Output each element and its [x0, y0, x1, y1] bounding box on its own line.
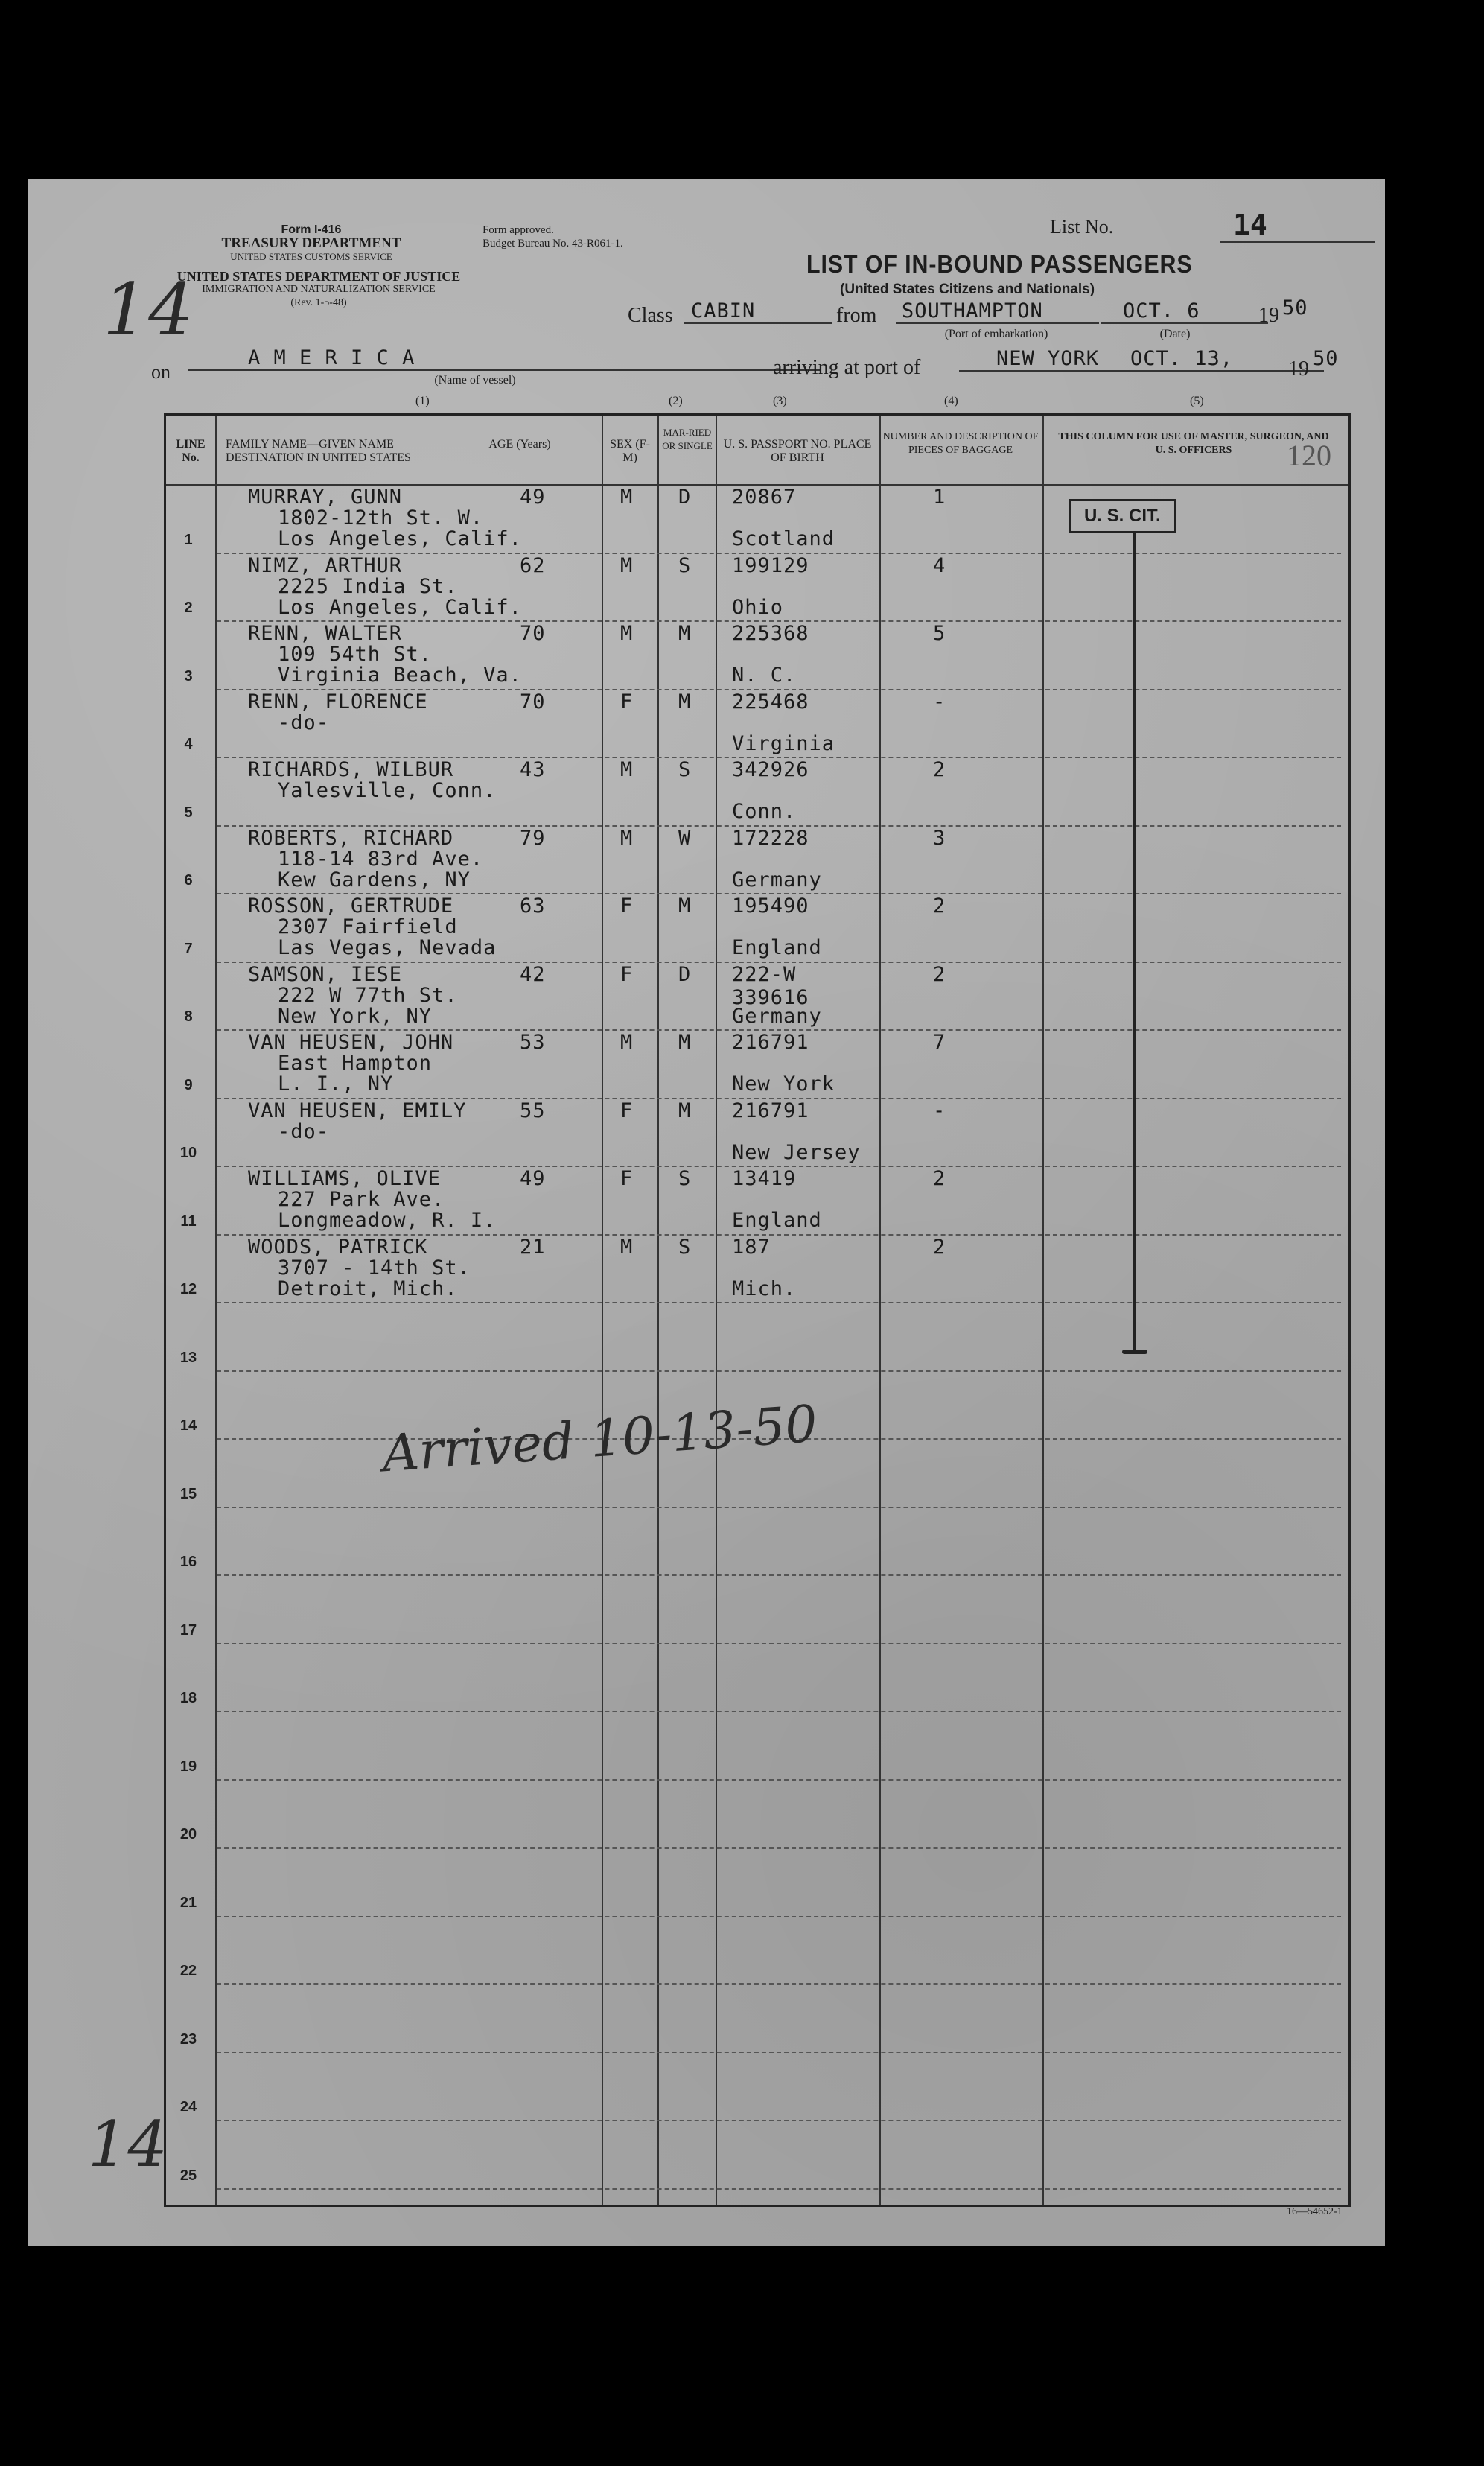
- table-row: [166, 2120, 1348, 2188]
- baggage-count: 1: [933, 486, 946, 509]
- passenger-marital-status: M: [678, 690, 692, 714]
- justice-label: UNITED STATES DEPARTMENT OF JUSTICE: [176, 269, 461, 284]
- baggage-count: 2: [933, 1235, 946, 1259]
- passenger-sex: F: [620, 1167, 634, 1190]
- place-of-birth: N. C.: [732, 664, 797, 687]
- form-id: Form I-416: [281, 223, 342, 236]
- arriving-label: arriving at port of: [773, 356, 921, 379]
- row-divider: [217, 2188, 1341, 2190]
- arrival-date: OCT. 13,: [1130, 347, 1234, 370]
- table-row: [166, 1847, 1348, 1916]
- vessel-name: A M E R I C A: [188, 346, 821, 371]
- passport-number: 195490: [732, 894, 809, 918]
- arrival-annotation: Arrived 10-13-50: [380, 1394, 820, 1484]
- line-number: 19: [179, 1758, 197, 1775]
- passenger-age: 43: [520, 758, 546, 781]
- passenger-address-2: Las Vegas, Nevada: [278, 936, 497, 959]
- table-row: [166, 1302, 1348, 1370]
- place-of-birth: Germany: [732, 868, 822, 892]
- passenger-address-1: -do-: [278, 1119, 330, 1143]
- place-of-birth: Mich.: [732, 1277, 797, 1300]
- passenger-sex: M: [620, 758, 634, 781]
- passenger-marital-status: M: [678, 894, 692, 918]
- passenger-marital-status: S: [678, 758, 692, 781]
- class-value: CABIN: [684, 299, 832, 324]
- passenger-address-2: Detroit, Mich.: [278, 1277, 458, 1300]
- line-number: 17: [179, 1621, 197, 1639]
- line-number: 23: [179, 2030, 197, 2047]
- ins-label: IMMIGRATION AND NATURALIZATION SERVICE: [202, 284, 436, 295]
- line-number: 14: [179, 1417, 197, 1434]
- col-header-officers: THIS COLUMN FOR USE OF MASTER, SURGEON, AND U. S. OFFICERS: [1058, 431, 1329, 456]
- passenger-address-1: 3707 - 14th St.: [278, 1256, 471, 1280]
- class-label: Class: [628, 304, 673, 327]
- passenger-address-1: 1802-12th St. W.: [278, 506, 484, 530]
- form-approved: Form approved.: [483, 224, 554, 236]
- passenger-marital-status: S: [678, 553, 692, 577]
- line-number: 11: [180, 1213, 197, 1230]
- passenger-sex: M: [620, 1235, 634, 1259]
- passenger-name: VAN HEUSEN, EMILY: [248, 1099, 467, 1122]
- col-header-name: FAMILY NAME—GIVEN NAME DESTINATION IN UNITED STATES: [226, 438, 411, 464]
- passport-number: 222-W 339616: [732, 962, 809, 1009]
- line-number: 15: [179, 1485, 197, 1502]
- passenger-name: WILLIAMS, OLIVE: [248, 1167, 441, 1190]
- table-row: [166, 1098, 1348, 1166]
- passenger-sex: F: [620, 690, 634, 714]
- passport-number: 13419: [732, 1167, 797, 1190]
- passenger-age: 70: [520, 690, 546, 714]
- passport-number: 187: [732, 1235, 771, 1259]
- passenger-sex: M: [620, 486, 634, 509]
- place-of-birth: England: [732, 1209, 822, 1232]
- passenger-age: 49: [520, 1167, 546, 1190]
- vessel-caption: (Name of vessel): [434, 374, 516, 387]
- line-number: 21: [179, 1894, 197, 1911]
- table-row: [166, 1643, 1348, 1712]
- rev-label: (Rev. 1-5-48): [290, 297, 347, 308]
- col-number: (3): [773, 395, 787, 407]
- place-of-birth: Germany: [732, 1004, 822, 1028]
- passenger-sex: M: [620, 1031, 634, 1054]
- line-number: 13: [179, 1349, 197, 1366]
- passenger-age: 79: [520, 826, 546, 850]
- col-number: (5): [1190, 395, 1204, 407]
- passenger-name: RENN, WALTER: [248, 622, 403, 645]
- table-row: [166, 1779, 1348, 1848]
- line-number: 9: [184, 1076, 193, 1093]
- passenger-address-2: L. I., NY: [278, 1072, 394, 1096]
- baggage-count: -: [933, 1099, 946, 1122]
- passenger-marital-status: M: [678, 1031, 692, 1054]
- form-header-block: [207, 223, 415, 264]
- passenger-age: 63: [520, 894, 546, 918]
- passenger-address-1: 2307 Fairfield: [278, 915, 458, 938]
- passenger-name: RICHARDS, WILBUR: [248, 758, 454, 781]
- passenger-age: 55: [520, 1099, 546, 1122]
- table-row: [166, 1507, 1348, 1575]
- passenger-sex: F: [620, 962, 634, 986]
- passenger-address-1: East Hampton: [278, 1052, 433, 1075]
- from-label: from: [836, 304, 877, 327]
- table-row: [166, 757, 1348, 825]
- passenger-name: SAMSON, IESE: [248, 962, 403, 986]
- passenger-sex: F: [620, 894, 634, 918]
- passport-number: 172228: [732, 826, 809, 850]
- baggage-count: 2: [933, 894, 946, 918]
- table-row: [166, 553, 1348, 621]
- passenger-sex: M: [620, 622, 634, 645]
- table-row: [166, 2052, 1348, 2120]
- budget-bureau: Budget Bureau No. 43-R061-1.: [483, 238, 623, 250]
- table-row: [166, 962, 1348, 1030]
- margin-list-number-bottom: 14: [88, 2108, 168, 2181]
- passport-number: 342926: [732, 758, 809, 781]
- margin-list-number: 14: [103, 268, 194, 352]
- passenger-name: ROSSON, GERTRUDE: [248, 894, 454, 918]
- passenger-address-2: New York, NY: [278, 1004, 433, 1028]
- passenger-address-2: Longmeadow, R. I.: [278, 1209, 497, 1232]
- table-row: [166, 620, 1348, 689]
- place-of-birth: England: [732, 936, 822, 959]
- col-header-sex: SEX (F-M): [610, 438, 650, 464]
- baggage-count: -: [933, 690, 946, 714]
- passport-number: 225368: [732, 622, 809, 645]
- line-number: 22: [179, 1963, 197, 1979]
- passenger-address-2: Kew Gardens, NY: [278, 868, 471, 892]
- table-row: [166, 689, 1348, 757]
- passenger-address-2: Virginia Beach, Va.: [278, 664, 522, 687]
- departure-date: OCT. 6: [1101, 299, 1268, 324]
- table-row: [166, 1574, 1348, 1643]
- col-number: (4): [944, 395, 958, 407]
- passenger-age: 42: [520, 962, 546, 986]
- passenger-name: NIMZ, ARTHUR: [248, 553, 403, 577]
- line-number: 3: [184, 667, 193, 684]
- treasury-label: TREASURY DEPARTMENT: [221, 235, 401, 251]
- line-number: 4: [184, 736, 193, 752]
- passenger-address-2: Los Angeles, Calif.: [278, 595, 522, 619]
- table-row: [166, 1166, 1348, 1234]
- line-number: 20: [179, 1826, 197, 1843]
- baggage-count: 2: [933, 962, 946, 986]
- passenger-marital-status: M: [678, 1099, 692, 1122]
- passenger-address-1: 227 Park Ave.: [278, 1188, 445, 1211]
- table-row: [166, 893, 1348, 962]
- baggage-count: 7: [933, 1031, 946, 1054]
- table-row: [166, 1983, 1348, 2052]
- passport-number: 20867: [732, 486, 797, 509]
- on-label: on: [151, 361, 171, 383]
- arrival-port: NEW YORK: [959, 347, 1324, 372]
- baggage-count: 2: [933, 1167, 946, 1190]
- place-of-birth: New Jersey: [732, 1140, 861, 1164]
- passenger-sex: M: [620, 826, 634, 850]
- place-of-birth: Conn.: [732, 800, 797, 823]
- passenger-age: 21: [520, 1235, 546, 1259]
- passenger-name: ROBERTS, RICHARD: [248, 826, 454, 850]
- baggage-count: 4: [933, 553, 946, 577]
- passport-number: 225468: [732, 690, 809, 714]
- table-row: [166, 825, 1348, 894]
- baggage-count: 3: [933, 826, 946, 850]
- passenger-table: [164, 413, 1351, 2207]
- passenger-age: 70: [520, 622, 546, 645]
- us-citizen-bracket-end: [1122, 1350, 1147, 1354]
- line-number: 7: [184, 940, 193, 957]
- form-footer: 16—54652-1: [1287, 2206, 1343, 2217]
- passenger-marital-status: S: [678, 1235, 692, 1259]
- passenger-age: 53: [520, 1031, 546, 1054]
- col-header-passport: U. S. PASSPORT NO. PLACE OF BIRTH: [723, 438, 872, 464]
- place-of-birth: New York: [732, 1072, 835, 1096]
- justice-block: [155, 270, 483, 310]
- passenger-address-1: Yalesville, Conn.: [278, 779, 497, 802]
- passenger-sex: M: [620, 553, 634, 577]
- col-header-baggage: NUMBER AND DESCRIPTION OF PIECES OF BAGGAGE: [882, 431, 1039, 456]
- col-number: (2): [669, 395, 683, 407]
- col-header-age: AGE (Years): [488, 438, 551, 451]
- arrival-year: 50: [1313, 347, 1339, 370]
- passenger-name: MURRAY, GUNN: [248, 486, 403, 509]
- manifest-sheet: [28, 179, 1385, 2246]
- table-row: [166, 1234, 1348, 1303]
- passenger-name: WOODS, PATRICK: [248, 1235, 428, 1259]
- page-count-stamp: 120: [1287, 439, 1331, 472]
- page-subtitle: (United States Citizens and Nationals): [840, 282, 1095, 297]
- page-title: LIST OF IN-BOUND PASSENGERS: [806, 250, 1193, 278]
- line-number: 10: [179, 1145, 197, 1161]
- col-number: (1): [415, 395, 430, 407]
- passenger-name: RENN, FLORENCE: [248, 690, 428, 714]
- line-number: 12: [179, 1281, 197, 1297]
- passenger-address-1: -do-: [278, 711, 330, 734]
- passenger-marital-status: M: [678, 622, 692, 645]
- form-approved-block: [483, 223, 623, 250]
- place-of-birth: Scotland: [732, 527, 835, 550]
- passenger-marital-status: S: [678, 1167, 692, 1190]
- passenger-address-1: 118-14 83rd Ave.: [278, 847, 484, 871]
- line-number: 1: [184, 531, 193, 548]
- arrival-year-prefix: 19: [1288, 357, 1309, 381]
- baggage-count: 2: [933, 758, 946, 781]
- place-of-birth: Virginia: [732, 731, 835, 755]
- passport-number: 216791: [732, 1031, 809, 1054]
- list-no-label: List No.: [1050, 216, 1114, 238]
- passenger-marital-status: D: [678, 962, 692, 986]
- passport-number: 216791: [732, 1099, 809, 1122]
- line-number: 5: [184, 804, 193, 821]
- line-number: 2: [184, 600, 193, 616]
- col-header-line-no: LINE No.: [176, 438, 206, 464]
- col-header-married: MAR-RIED OR SINGLE: [662, 427, 713, 451]
- list-no-value: 14: [1220, 209, 1375, 243]
- passenger-marital-status: W: [678, 826, 692, 850]
- customs-label: UNITED STATES CUSTOMS SERVICE: [230, 251, 392, 262]
- departure-year: 50: [1282, 296, 1308, 320]
- baggage-count: 5: [933, 622, 946, 645]
- passenger-address-1: 2225 India St.: [278, 574, 458, 598]
- passenger-address-2: Los Angeles, Calif.: [278, 527, 522, 550]
- line-number: 25: [179, 2167, 197, 2184]
- us-citizen-bracket: [1133, 532, 1136, 1351]
- passport-number: 199129: [732, 553, 809, 577]
- port-of-embarkation: SOUTHAMPTON: [896, 299, 1099, 324]
- port-caption: (Port of embarkation): [944, 328, 1048, 340]
- passenger-marital-status: D: [678, 486, 692, 509]
- line-number: 6: [184, 872, 193, 889]
- passenger-age: 49: [520, 486, 546, 509]
- departure-year-prefix: 19: [1258, 304, 1279, 327]
- us-citizen-stamp: U. S. CIT.: [1069, 499, 1176, 533]
- passenger-address-1: 222 W 77th St.: [278, 983, 458, 1007]
- table-row: [166, 1916, 1348, 1984]
- place-of-birth: Ohio: [732, 595, 784, 619]
- passenger-sex: F: [620, 1099, 634, 1122]
- date-caption: (Date): [1159, 328, 1191, 340]
- table-row: [166, 1029, 1348, 1098]
- passenger-name: VAN HEUSEN, JOHN: [248, 1031, 454, 1054]
- line-number: 18: [179, 1690, 197, 1706]
- passenger-age: 62: [520, 553, 546, 577]
- line-number: 24: [179, 2099, 197, 2115]
- passenger-address-1: 109 54th St.: [278, 643, 433, 666]
- line-number: 16: [179, 1554, 197, 1570]
- table-row: [166, 1711, 1348, 1779]
- line-number: 8: [184, 1008, 193, 1025]
